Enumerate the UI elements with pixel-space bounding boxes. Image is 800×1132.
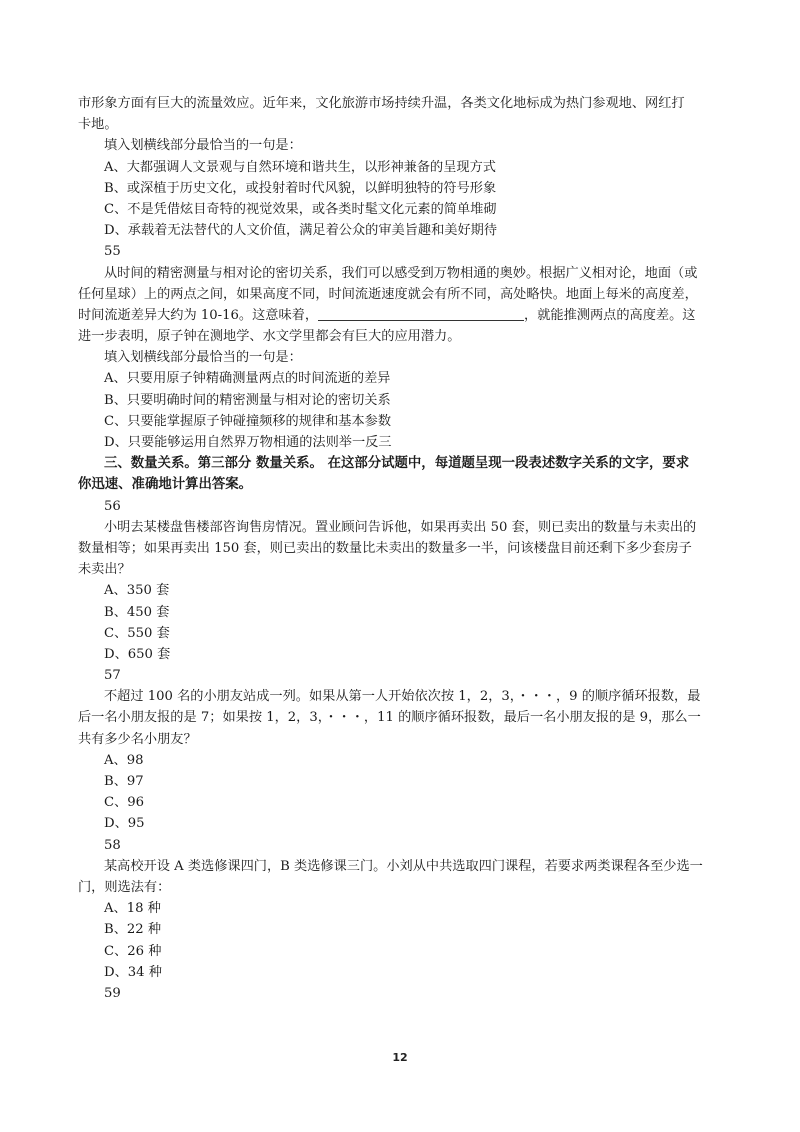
text-line: 不超过 100 名的小朋友站成一列。如果从第一人开始依次按 1，2，3，・・・，9 的顺序循环报数，最 xyxy=(104,689,701,705)
section-heading: 三、数量关系。第三部分 数量关系。 在这部分试题中，每道题呈现一段表述数字关系的文字，要求 xyxy=(104,456,690,472)
option-a: A、98 xyxy=(104,752,144,768)
text-line: 小明去某楼盘售楼部咨询售房情况。置业顾问告诉他，如果再卖出 50 套，则已卖出的数量与未卖出的 xyxy=(104,519,697,535)
option-d: D、承载着无法替代的人文价值，满足着公众的审美旨趣和美好期待 xyxy=(104,223,498,239)
option-c: C、96 xyxy=(104,795,145,811)
question-number: 55 xyxy=(104,244,121,260)
option-d: D、650 套 xyxy=(104,646,171,662)
option-b: B、97 xyxy=(104,774,144,789)
option-b: B、22 种 xyxy=(104,922,162,938)
text-line: 未卖出？ xyxy=(78,562,131,578)
text-line: 卡地。 xyxy=(78,117,118,133)
text-line: 数量相等；如果再卖出 150 套，则已卖出的数量比未卖出的数量多一半，问该楼盘目前还剩下多少套房子 xyxy=(78,540,692,556)
option-d: D、34 种 xyxy=(104,964,162,980)
text-line: 某高校开设 A 类选修课四门，B 类选修课三门。小刘从中共选取四门课程，若要求两类课程各至少选一 xyxy=(104,858,703,874)
question-number: 57 xyxy=(104,668,121,684)
text-line: 共有多少名小朋友？ xyxy=(78,731,197,747)
option-c: C、不是凭借炫目奇特的视觉效果，或各类时髦文化元素的简单堆砌 xyxy=(104,201,497,217)
text-segment: ，就能推测两点的高度差。这 xyxy=(524,307,696,323)
question-prompt: 填入划横线部分最恰当的一句是： xyxy=(104,350,302,366)
document-body xyxy=(78,93,728,1004)
section-heading: 你迅速、准确地计算出答案。 xyxy=(78,477,253,493)
option-d: D、95 xyxy=(104,816,145,832)
text-segment: 时间流逝差异大约为 10-16。这意味着， xyxy=(78,307,319,323)
question-prompt: 填入划横线部分最恰当的一句是： xyxy=(104,138,302,154)
text-line: 市形象方面有巨大的流量效应。近年来，文化旅游市场持续升温，各类文化地标成为热门参观地、网红打 xyxy=(78,96,685,111)
option-a: A、350 套 xyxy=(104,583,170,599)
option-a: A、大都强调人文景观与自然环境和谐共生，以形神兼备的呈现方式 xyxy=(104,159,496,175)
text-line: 进一步表明，原子钟在测地学、水文学里都会有巨大的应用潜力。 xyxy=(78,329,461,345)
option-c: C、26 种 xyxy=(104,943,162,959)
question-number: 58 xyxy=(104,837,121,853)
option-b: B、或深植于历史文化，或投射着时代风貌，以鲜明独特的符号形象 xyxy=(104,180,497,196)
fill-in-blank xyxy=(318,306,524,321)
option-c: C、550 套 xyxy=(104,625,170,641)
option-b: B、450 套 xyxy=(104,604,170,620)
option-c: C、只要能掌握原子钟碰撞频移的规律和基本参数 xyxy=(104,413,392,429)
option-b: B、只要明确时间的精密测量与相对论的密切关系 xyxy=(104,392,391,408)
option-a: A、18 种 xyxy=(104,901,161,917)
text-line: 从时间的精密测量与相对论的密切关系，我们可以感受到万物相通的奥妙。根据广义相对论，地面（或 xyxy=(104,265,698,281)
question-number: 59 xyxy=(104,985,121,1001)
text-line-with-blank xyxy=(78,305,728,326)
option-a: A、只要用原子钟精确测量两点的时间流逝的差异 xyxy=(104,371,391,387)
text-line: 任何星球）上的两点之间，如果高度不同，时间流逝速度就会有所不同，高处略快。地面上每米的高度差， xyxy=(78,286,698,302)
option-d: D、只要能够运用自然界万物相通的法则举一反三 xyxy=(104,435,392,450)
question-number: 56 xyxy=(104,498,121,514)
text-line: 后一名小朋友报的是 7；如果按 1，2，3，・・・，11 的顺序循环报数，最后一名小朋友报的是 9，那么一 xyxy=(78,710,701,726)
text-line: 门，则选法有： xyxy=(78,879,171,895)
page-number: 12 xyxy=(392,1051,408,1064)
